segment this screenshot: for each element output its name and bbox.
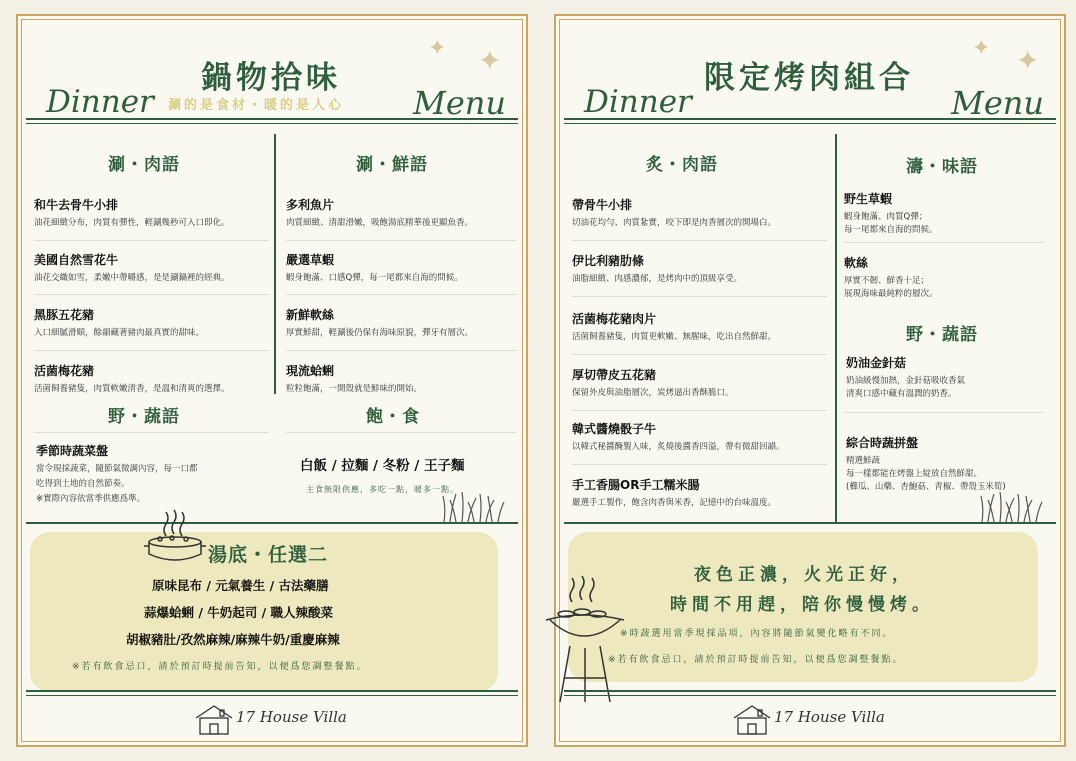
footer-divider: [564, 695, 1056, 696]
menu-item: [572, 252, 742, 286]
item-desc: 入口細膩滑順，餘韻藏著豬肉最真實的甜味。: [34, 328, 205, 338]
item-desc: (櫛瓜、山藥、杏鮑菇、青椒、帶殼玉米筍): [846, 482, 1006, 492]
item-name: 軟絲: [844, 256, 869, 270]
dietary-note: ※若有飲食忌口，請於預訂時提前告知，以便爲您調整餐點。: [608, 655, 904, 665]
menu-item: [572, 366, 734, 400]
grass-icon: [440, 492, 506, 522]
item-desc: 嚴選手工製作，飽含肉香與米香，記憶中的台味溫度。: [572, 498, 777, 508]
item-name: 奶油金針菇: [846, 356, 907, 370]
slogan-line: 時間不用趕，陪你慢慢烤。: [670, 595, 934, 615]
footer-divider: [26, 690, 518, 692]
section-title-veg: 野・蔬語: [906, 325, 978, 345]
item-divider: [34, 432, 269, 433]
section-title-meat: 炙・肉語: [646, 155, 718, 175]
page-title: 鍋物拾味: [201, 60, 341, 96]
soup-line: 蒜爆蛤蜊 / 牛奶起司 / 職人辣酸菜: [144, 605, 334, 620]
item-desc: 活菌飼養豬隻，肉質軟嫩清香，是溫和清爽的選擇。: [34, 384, 230, 394]
column-divider: [835, 134, 837, 524]
item-desc: 以韓式秘醬醃製入味，炙燒後醬香四溢，帶有微甜回韻。: [572, 442, 785, 452]
menu-item: [846, 354, 965, 401]
item-divider: [286, 294, 516, 295]
item-desc: 油花細緻分布，肉質有彈性，輕涮幾秒可入口即化。: [34, 218, 230, 228]
item-desc: 油脂細緻、肉感濃郁，是烤肉中的頂級享受。: [572, 274, 743, 284]
menu-item: [36, 442, 198, 506]
item-divider: [34, 350, 269, 351]
menu-script: Menu: [413, 84, 506, 122]
item-desc: 保留外皮與油脂層次，炭烤逼出香酥脆口。: [572, 388, 734, 398]
dinner-script: Dinner: [584, 84, 692, 120]
menu-item: [572, 196, 776, 230]
item-desc: 厚實鮮甜，輕涮後仍保有海味原貌，彈牙有層次。: [286, 328, 474, 338]
menu-item: [286, 196, 473, 230]
item-divider: [844, 412, 1044, 413]
item-desc: 精選鮮蔬: [846, 456, 881, 466]
item-name: 伊比利豬肋條: [572, 254, 645, 268]
item-divider: [572, 296, 827, 297]
grill-icon: [542, 574, 630, 706]
staple-note: 主食無限供應，多吃一點，暖多一點。: [306, 485, 459, 494]
sparkle-icon: ✦: [1016, 44, 1040, 77]
footer-divider: [26, 695, 518, 696]
item-desc: 蝦身飽滿、肉質Q彈；: [844, 212, 928, 222]
item-name: 美國自然雪花牛: [34, 253, 119, 267]
sparkle-icon: ✦: [478, 44, 502, 77]
header-divider: [26, 123, 518, 124]
hotpot-menu-page: [16, 14, 528, 747]
header-divider: [564, 123, 1056, 124]
item-name: 現流蛤蜊: [286, 364, 335, 378]
item-name: 新鮮軟絲: [286, 308, 335, 322]
menu-item: [286, 251, 463, 285]
item-divider: [572, 410, 827, 411]
menu-item: [286, 362, 422, 396]
item-desc: 每一尾都來自海的問候。: [844, 225, 938, 235]
item-divider: [286, 240, 516, 241]
item-desc: 清爽口感中藏有溫潤的奶香。: [846, 389, 957, 399]
item-name: 黑豚五花豬: [34, 308, 95, 322]
item-desc: 肉質細緻、清甜滑嫩，吸飽湯底精華後更顯魚香。: [286, 218, 474, 228]
item-name: 野生草蝦: [844, 192, 893, 206]
item-name: 多利魚片: [286, 198, 335, 212]
item-divider: [572, 464, 827, 465]
menu-item: [34, 306, 204, 340]
item-desc: 展現海味最純粹的層次。: [844, 289, 938, 299]
section-title-staple: 飽・食: [366, 407, 420, 427]
item-desc: 蝦身飽滿、口感Q彈，每一尾都來自海的問候。: [286, 273, 463, 283]
menu-item: [34, 196, 230, 230]
brand-name: 17 House Villa: [774, 708, 885, 726]
item-divider: [286, 350, 516, 351]
section-title-soup: 湯底・任選二: [208, 544, 329, 566]
menu-item: [572, 476, 776, 510]
body-divider: [26, 522, 518, 524]
section-title-veg: 野・蔬語: [108, 407, 180, 427]
item-divider: [572, 240, 827, 241]
menu-item: [572, 310, 776, 344]
menu-item: [34, 362, 230, 396]
item-name: 嚴選草蝦: [286, 253, 335, 267]
staple-options: 白飯 / 拉麵 / 冬粉 / 王子麵: [300, 458, 465, 474]
header-divider: [26, 118, 518, 120]
item-divider: [34, 240, 269, 241]
house-logo-icon: [192, 702, 236, 736]
item-name: 手工香腸OR手工糯米腸: [572, 478, 700, 492]
item-note: ※實際內容依當季供應爲準。: [36, 494, 146, 504]
item-name: 韓式醬燒骰子牛: [572, 422, 657, 436]
item-name: 季節時蔬菜盤: [36, 444, 109, 458]
bbq-menu-page: [554, 14, 1066, 747]
sparkle-icon: ✦: [972, 36, 991, 61]
item-name: 帶骨牛小排: [572, 198, 633, 212]
header-divider: [564, 118, 1056, 120]
section-title-meat: 涮・肉語: [108, 155, 180, 175]
item-desc: 當令現採蔬菜，隨節氣微調內容，每一口都: [36, 464, 198, 474]
item-desc: 奶油緩慢加熱，金針菇吸收香氣: [846, 376, 966, 386]
item-desc: 粒粒飽滿，一開殼就是鮮味的開始。: [286, 384, 423, 394]
section-title-seafood: 涮・鮮語: [356, 155, 428, 175]
soup-line: 胡椒豬肚/孜然麻辣/麻辣牛奶/重慶麻辣: [126, 632, 340, 647]
menu-item: [286, 306, 473, 340]
dietary-note: ※若有飲食忌口，請於預訂時提前告知，以便爲您調整餐點。: [72, 662, 368, 672]
menu-item: [844, 190, 938, 237]
item-name: 活菌梅花豬肉片: [572, 312, 657, 326]
item-divider: [34, 294, 269, 295]
menu-item: [846, 434, 1006, 494]
item-desc: 吃得到土地的自然節奏。: [36, 479, 130, 489]
footer-divider: [564, 690, 1056, 692]
dinner-script: Dinner: [46, 84, 154, 120]
item-desc: 活菌飼養豬隻，肉質更軟嫩、無腥味，吃出自然鮮甜。: [572, 332, 777, 342]
item-name: 綜合時蔬拼盤: [846, 436, 919, 450]
hotpot-icon: [142, 508, 208, 568]
body-divider: [564, 522, 1056, 524]
item-divider: [844, 242, 1044, 243]
page-title: 限定烤肉組合: [704, 60, 914, 96]
item-desc: 油花交織如雪，柔嫩中帶嚼感，是是涮鍋裡的經典。: [34, 273, 230, 283]
section-title-seafood: 濤・味語: [906, 157, 978, 177]
brand-name: 17 House Villa: [236, 708, 347, 726]
item-divider: [286, 432, 516, 433]
menu-item: [572, 420, 785, 454]
column-divider: [274, 134, 276, 394]
page-subtitle: 涮的是食材・暖的是人心: [168, 98, 345, 113]
item-name: 活菌梅花豬: [34, 364, 95, 378]
menu-script: Menu: [951, 84, 1044, 122]
item-desc: 厚實不韌、鮮香十足；: [844, 276, 930, 286]
item-name: 厚切帶皮五花豬: [572, 368, 657, 382]
house-logo-icon: [730, 702, 774, 736]
item-desc: 切油花均勻、肉質紮實，咬下即是肉香層次的開場白。: [572, 218, 777, 228]
menu-item: [34, 251, 230, 285]
soup-line: 原味昆布 / 元氣養生 / 古法藥膳: [152, 578, 329, 593]
item-desc: 每一樣都能在烤盤上綻放自然鮮甜。: [846, 469, 983, 479]
item-divider: [572, 354, 827, 355]
menu-item: [844, 254, 938, 301]
slogan-line: 夜色正濃，火光正好，: [694, 565, 914, 585]
sparkle-icon: ✦: [428, 36, 447, 61]
seasonal-note: ※時蔬選用當季現採品項，內容將隨節氣變化略有不同。: [620, 629, 894, 639]
item-name: 和牛去骨牛小排: [34, 198, 119, 212]
grass-icon: [978, 492, 1044, 522]
